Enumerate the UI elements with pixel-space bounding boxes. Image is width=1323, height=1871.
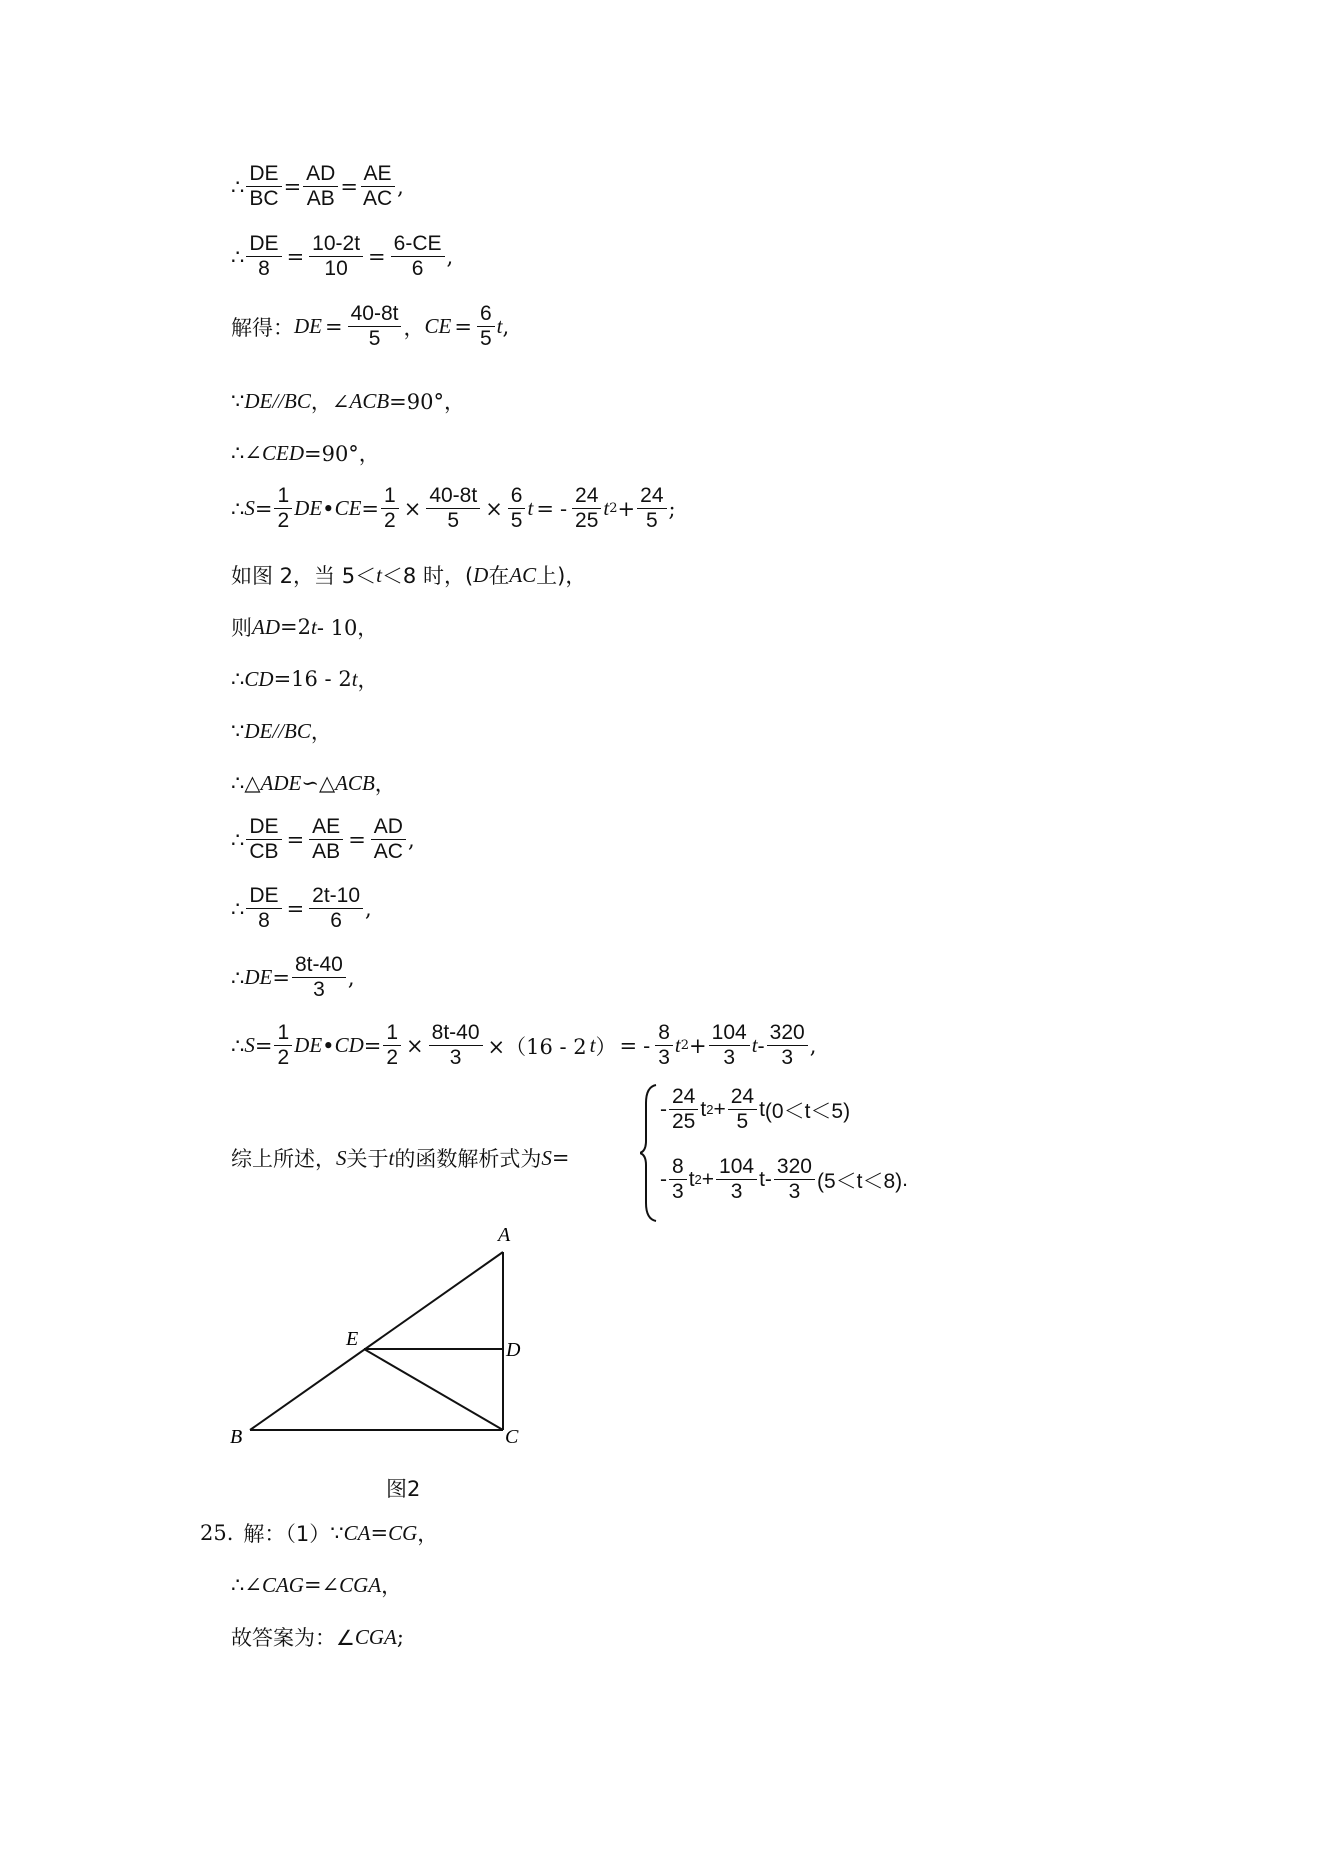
- var: S: [244, 1033, 255, 1058]
- therefore-symbol: ∴: [231, 441, 245, 465]
- therefore-symbol: ∴: [231, 1033, 245, 1058]
- equals: =: [286, 827, 305, 852]
- var: ACB: [335, 770, 375, 795]
- times: ×: [406, 1033, 424, 1058]
- var: CGA: [339, 1572, 382, 1597]
- var: CG: [388, 1520, 418, 1545]
- text: =16 - 2: [273, 667, 352, 691]
- fraction: $\frac{DE}{8}$: [246, 884, 281, 933]
- because-symbol: ∵: [330, 1521, 344, 1545]
- text: =90°，: [389, 390, 465, 414]
- var: t: [589, 1033, 596, 1058]
- line-6: [231, 484, 676, 533]
- fraction: $\frac{1}{2}$: [383, 1021, 401, 1070]
- line-8: [231, 612, 378, 642]
- fraction: $\frac{6}{5}$: [477, 302, 495, 351]
- text: ＜8 时，(: [381, 564, 474, 588]
- therefore-symbol: ∴: [231, 496, 245, 521]
- line-13: [231, 884, 372, 933]
- label-b: B: [230, 1426, 243, 1448]
- var: t: [751, 1033, 758, 1058]
- fraction: $\frac{6}{5}$: [508, 484, 526, 533]
- text: ，: [381, 1574, 403, 1598]
- label-c: C: [505, 1426, 519, 1448]
- var: t: [759, 1167, 765, 1191]
- var: DE: [294, 496, 323, 521]
- var: DE: [244, 388, 273, 413]
- var: t: [376, 562, 382, 587]
- equals: =: [368, 244, 386, 269]
- times: ×: [403, 496, 422, 521]
- equals: =: [254, 1033, 273, 1058]
- times: ×: [485, 496, 503, 521]
- text: =∠: [303, 1573, 340, 1597]
- var: DE: [244, 718, 273, 743]
- plus: +: [701, 1167, 715, 1191]
- var: CAG: [261, 1572, 304, 1597]
- var: CD: [244, 666, 274, 691]
- text: ）: [595, 1034, 617, 1059]
- equals: =: [551, 1146, 570, 1170]
- var: ACB: [349, 388, 390, 413]
- minus: -: [764, 1167, 772, 1191]
- therefore-symbol: ∴: [231, 667, 245, 691]
- line-9: [231, 664, 379, 694]
- fraction: $\frac{24}{25}$: [572, 484, 601, 533]
- line-5: [231, 438, 380, 468]
- separator: ，: [403, 315, 425, 340]
- text: =2: [280, 615, 311, 639]
- comma: ,: [809, 1033, 817, 1058]
- comma: ,: [397, 174, 404, 199]
- case-2: [660, 1155, 908, 1204]
- var: t: [700, 1097, 707, 1121]
- plus: +: [689, 1033, 707, 1058]
- fraction: $\frac{DE}{CB}$: [246, 815, 281, 864]
- var: CED: [261, 440, 304, 465]
- var: BC: [284, 718, 311, 743]
- equals: =: [283, 174, 302, 199]
- equals: =: [454, 314, 472, 339]
- var: CE: [424, 314, 452, 339]
- var: AD: [252, 614, 280, 639]
- minus: -: [559, 496, 568, 521]
- period: .: [902, 1167, 908, 1191]
- var: S: [244, 496, 255, 521]
- parallel-symbol: //: [272, 718, 285, 743]
- equals: =: [348, 827, 366, 852]
- label-a: A: [498, 1224, 511, 1246]
- var: BC: [284, 388, 311, 413]
- var: CGA: [354, 1624, 397, 1649]
- fraction: $\frac{1}{2}$: [274, 484, 292, 533]
- condition: (0＜t＜5): [764, 1099, 851, 1123]
- minus: -: [660, 1167, 667, 1191]
- condition: (5＜t＜8): [816, 1169, 903, 1193]
- var: DE: [294, 1033, 323, 1058]
- plus: +: [713, 1097, 726, 1121]
- therefore-symbol: ∴: [231, 174, 245, 199]
- equals: =: [536, 496, 554, 521]
- line-11: [231, 768, 396, 798]
- var: t: [310, 614, 317, 639]
- fraction: $\frac{320}{3}$: [774, 1155, 815, 1204]
- fraction: $\frac{320}{3}$: [767, 1021, 808, 1070]
- var: t: [496, 314, 503, 339]
- line-18: [231, 1570, 402, 1600]
- comma: ,: [347, 965, 355, 990]
- fraction: $\frac{40-8t}{5}$: [426, 484, 480, 533]
- text: ，∠: [310, 390, 350, 414]
- minus: -: [757, 1033, 765, 1058]
- var: DE: [294, 314, 322, 339]
- therefore-symbol: ∴: [231, 771, 245, 795]
- line-2: [231, 232, 453, 281]
- comma: ,: [365, 896, 372, 921]
- triangle-symbol: △: [244, 771, 261, 795]
- text: 综上所述，: [231, 1147, 336, 1171]
- fraction: $\frac{DE}{8}$: [246, 232, 281, 281]
- text: 上)，: [536, 564, 587, 588]
- therefore-symbol: ∴: [231, 827, 245, 852]
- fraction: $\frac{8}{3}$: [669, 1155, 687, 1204]
- exponent: 2: [609, 501, 618, 517]
- therefore-symbol: ∴: [231, 965, 245, 990]
- fraction: $\frac{1}{2}$: [381, 484, 399, 533]
- var: t: [388, 1145, 395, 1170]
- comma: ,: [502, 314, 510, 339]
- var: S: [336, 1145, 347, 1170]
- equals: =: [272, 965, 290, 990]
- minus: -: [643, 1033, 651, 1058]
- line-3: [231, 302, 509, 351]
- equals: =: [340, 174, 358, 199]
- fraction: $\frac{8t-40}{3}$: [429, 1021, 483, 1070]
- dot: •: [322, 1033, 335, 1058]
- fraction: $\frac{AD}{AC}$: [371, 815, 406, 864]
- var: D: [473, 562, 489, 587]
- fraction: $\frac{24}{25}$: [669, 1085, 698, 1134]
- fraction: $\frac{DE}{BC}$: [246, 162, 281, 211]
- figure-2: [220, 1215, 540, 1515]
- therefore-symbol: ∴: [231, 244, 245, 269]
- line-12: [231, 815, 415, 864]
- fraction: $\frac{8t-40}{3}$: [292, 953, 346, 1002]
- line-ec: [364, 1349, 503, 1430]
- equals: =: [325, 314, 343, 339]
- line-10: [231, 716, 332, 746]
- fraction: $\frac{AE}{AB}$: [309, 815, 343, 864]
- text: 则: [231, 616, 252, 640]
- var: DE: [244, 965, 273, 990]
- text: ;: [396, 1625, 404, 1649]
- line-4: [231, 386, 465, 416]
- exponent: 2: [680, 1038, 690, 1054]
- text: =90°，: [303, 442, 380, 466]
- fraction: $\frac{40-8t}{5}$: [348, 302, 402, 351]
- line-14: [231, 953, 355, 1002]
- text: ，: [310, 720, 332, 744]
- line-15: [231, 1021, 816, 1070]
- equals: =: [370, 1521, 389, 1545]
- similar-symbol: ∽△: [301, 771, 336, 795]
- equals: =: [254, 496, 273, 521]
- fraction: $\frac{6-CE}{6}$: [391, 232, 445, 281]
- fraction: $\frac{10-2t}{10}$: [309, 232, 363, 281]
- line-17: [200, 1518, 438, 1548]
- var: S: [541, 1145, 552, 1170]
- text: ，: [357, 668, 379, 692]
- text: ，: [417, 1522, 439, 1546]
- question-number: 25.: [200, 1521, 234, 1545]
- var: CE: [334, 496, 362, 521]
- line-19: [231, 1622, 404, 1652]
- angle-symbol: ∠: [244, 441, 262, 465]
- var: t: [603, 496, 610, 521]
- fraction: $\frac{1}{2}$: [274, 1021, 292, 1070]
- dot: •: [322, 496, 335, 521]
- equals: =: [286, 244, 305, 269]
- comma: ,: [407, 827, 415, 852]
- equals: =: [363, 1033, 382, 1058]
- text: ，: [374, 772, 396, 796]
- line-16: [231, 1143, 569, 1173]
- text: - 10，: [316, 616, 379, 640]
- text: ×（16 - 2: [487, 1034, 587, 1059]
- var: AC: [509, 562, 537, 587]
- fraction: $\frac{2t-10}{6}$: [309, 884, 363, 933]
- exponent: 2: [706, 1102, 714, 1118]
- fraction: $\frac{24}{5}$: [637, 484, 666, 533]
- line-ba: [250, 1252, 503, 1430]
- var: t: [759, 1097, 765, 1121]
- text: 解：（1）: [243, 1522, 331, 1546]
- text: 故答案为：∠: [231, 1626, 355, 1650]
- parallel-symbol: //: [272, 388, 285, 413]
- exponent: 2: [694, 1172, 702, 1188]
- label-e: E: [346, 1328, 359, 1350]
- var: t: [527, 496, 534, 521]
- label-d: D: [506, 1339, 521, 1361]
- brace-icon: [640, 1083, 660, 1223]
- because-symbol: ∵: [231, 719, 245, 743]
- var: t: [674, 1033, 681, 1058]
- fraction: $\frac{AD}{AB}$: [303, 162, 338, 211]
- equals: =: [286, 896, 305, 921]
- therefore-symbol: ∴: [231, 896, 245, 921]
- comma: ,: [446, 244, 454, 269]
- line-7: [231, 560, 586, 590]
- var: t: [688, 1167, 695, 1191]
- fraction: $\frac{104}{3}$: [709, 1021, 750, 1070]
- text: ∴∠: [231, 1573, 262, 1597]
- text: 的函数解析式为: [394, 1147, 542, 1171]
- semicolon: ;: [668, 496, 676, 521]
- equals: =: [619, 1033, 638, 1058]
- var: CD: [334, 1033, 364, 1058]
- text: 在: [488, 564, 510, 588]
- case-1: [660, 1085, 850, 1134]
- var: CA: [343, 1520, 371, 1545]
- var: t: [351, 666, 358, 691]
- figure-caption: 图2: [386, 1477, 421, 1501]
- solve-label: 解得：: [231, 315, 294, 340]
- plus: +: [617, 496, 636, 521]
- fraction: $\frac{104}{3}$: [716, 1155, 757, 1204]
- because-symbol: ∵: [231, 389, 245, 413]
- line-1: [231, 162, 404, 211]
- var: ADE: [260, 770, 302, 795]
- text: 关于: [346, 1147, 389, 1171]
- minus: -: [660, 1097, 667, 1121]
- fraction: $\frac{AE}{AC}$: [360, 162, 395, 211]
- fraction: $\frac{8}{3}$: [655, 1021, 673, 1070]
- fraction: $\frac{24}{5}$: [728, 1085, 757, 1134]
- equals: =: [361, 496, 380, 521]
- text: 如图 2，当 5＜: [231, 564, 377, 588]
